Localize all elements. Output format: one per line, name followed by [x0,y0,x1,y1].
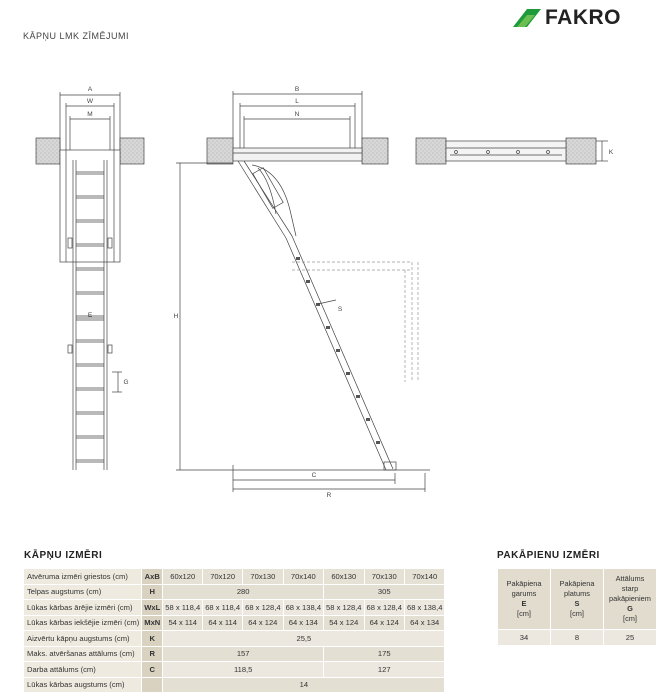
cell: 68 x 138,4 [404,600,444,616]
main-table-title: KĀPŅU IZMĒRI [24,550,103,561]
cell: 64 x 124 [243,615,283,631]
dim-n-label: N [294,111,300,118]
table-row [24,584,445,600]
cell: 305 [324,584,445,600]
cell: 60x130 [324,569,364,585]
cell: 54 x 114 [163,615,203,631]
column-header [551,569,604,630]
cell: 157 [163,646,324,662]
cell: 68 x 128,4 [243,600,283,616]
cell: 68 x 128,4 [364,600,404,616]
table-row [498,569,657,630]
cell: 68 x 138,4 [283,600,323,616]
cell: 64 x 134 [404,615,444,631]
cell: 118,5 [163,662,324,678]
row-symbol: MxN [142,615,163,631]
dim-s-label: S [337,306,343,313]
cell: 25 [604,630,657,646]
row-label: Darba attālums (cm) [24,662,142,678]
ladder-dimensions-table [23,568,445,693]
row-symbol: K [142,631,163,647]
cell: 34 [498,630,551,646]
dim-h-label: H [173,313,179,320]
header-line: Pakāpiena [559,579,595,588]
cell: 64 x 124 [364,615,404,631]
row-label: Aizvērtu kāpņu augstums (cm) [24,631,142,647]
cell: 64 x 134 [283,615,323,631]
dim-w-label: W [86,98,94,105]
dim-a-label: A [87,86,93,93]
table-row [24,677,445,693]
table-row [24,615,445,631]
header-symbol: G [627,604,633,613]
cell: 25,5 [163,631,445,647]
row-symbol: R [142,646,163,662]
table-row [24,631,445,647]
dim-g-label: G [123,379,129,386]
cell: 60x120 [163,569,203,585]
cell: 58 x 118,4 [163,600,203,616]
cell: 64 x 114 [203,615,243,631]
column-header [498,569,551,630]
cell: 70x120 [203,569,243,585]
dim-e-label: E [87,312,93,319]
cell: 280 [163,584,324,600]
row-label: Maks. atvēršanas attālums (cm) [24,646,142,662]
table-row [498,630,657,646]
row-label: Atvēruma izmēri griestos (cm) [24,569,142,585]
cell: 127 [324,662,445,678]
row-symbol: AxB [142,569,163,585]
cell: 70x130 [364,569,404,585]
column-header [604,569,657,630]
header-line: pakāpieniem [609,594,651,603]
header-line: garums [511,589,537,598]
dim-l-label: L [295,98,299,105]
row-symbol [142,677,163,693]
step-table-title: PAKĀPIENU IZMĒRI [497,550,600,561]
row-symbol: C [142,662,163,678]
header-line: starp [621,584,639,593]
cell: 70x140 [404,569,444,585]
cell: 8 [551,630,604,646]
cell: 54 x 124 [324,615,364,631]
header-unit: [cm] [517,609,531,618]
table-row [24,600,445,616]
brand-name: FAKRO [545,6,621,29]
cell: 68 x 118,4 [203,600,243,616]
row-symbol: H [142,584,163,600]
cell: 58 x 128,4 [324,600,364,616]
dim-c-label: C [311,472,317,479]
dim-k-label: K [608,149,614,156]
page-subtitle: KĀPŅU LMK ZĪMĒJUMI [23,31,130,41]
dim-r-label: R [326,492,332,499]
header-line: Attālums [615,574,645,583]
dim-m-label: M [87,111,93,118]
cell: 14 [163,677,445,693]
header-line: platums [564,589,590,598]
header-unit: [cm] [570,609,584,618]
header-unit: [cm] [623,614,637,623]
row-label: Lūkas kārbas ārējie izmēri (cm) [24,600,142,616]
table-row [24,646,445,662]
table-row [24,662,445,678]
row-label: Lūkas kārbas iekšējie izmēri (cm) [24,615,142,631]
row-label: Telpas augstums (cm) [24,584,142,600]
row-label: Lūkas kārbas augstums (cm) [24,677,142,693]
header-line: Pakāpiena [506,579,542,588]
step-dimensions-table [497,568,657,646]
header-symbol: E [521,599,527,608]
row-symbol: WxL [142,600,163,616]
table-row [24,569,445,585]
header-symbol: S [574,599,580,608]
cell: 70x130 [243,569,283,585]
cell: 70x140 [283,569,323,585]
dim-b-label: B [294,86,300,93]
cell: 175 [324,646,445,662]
